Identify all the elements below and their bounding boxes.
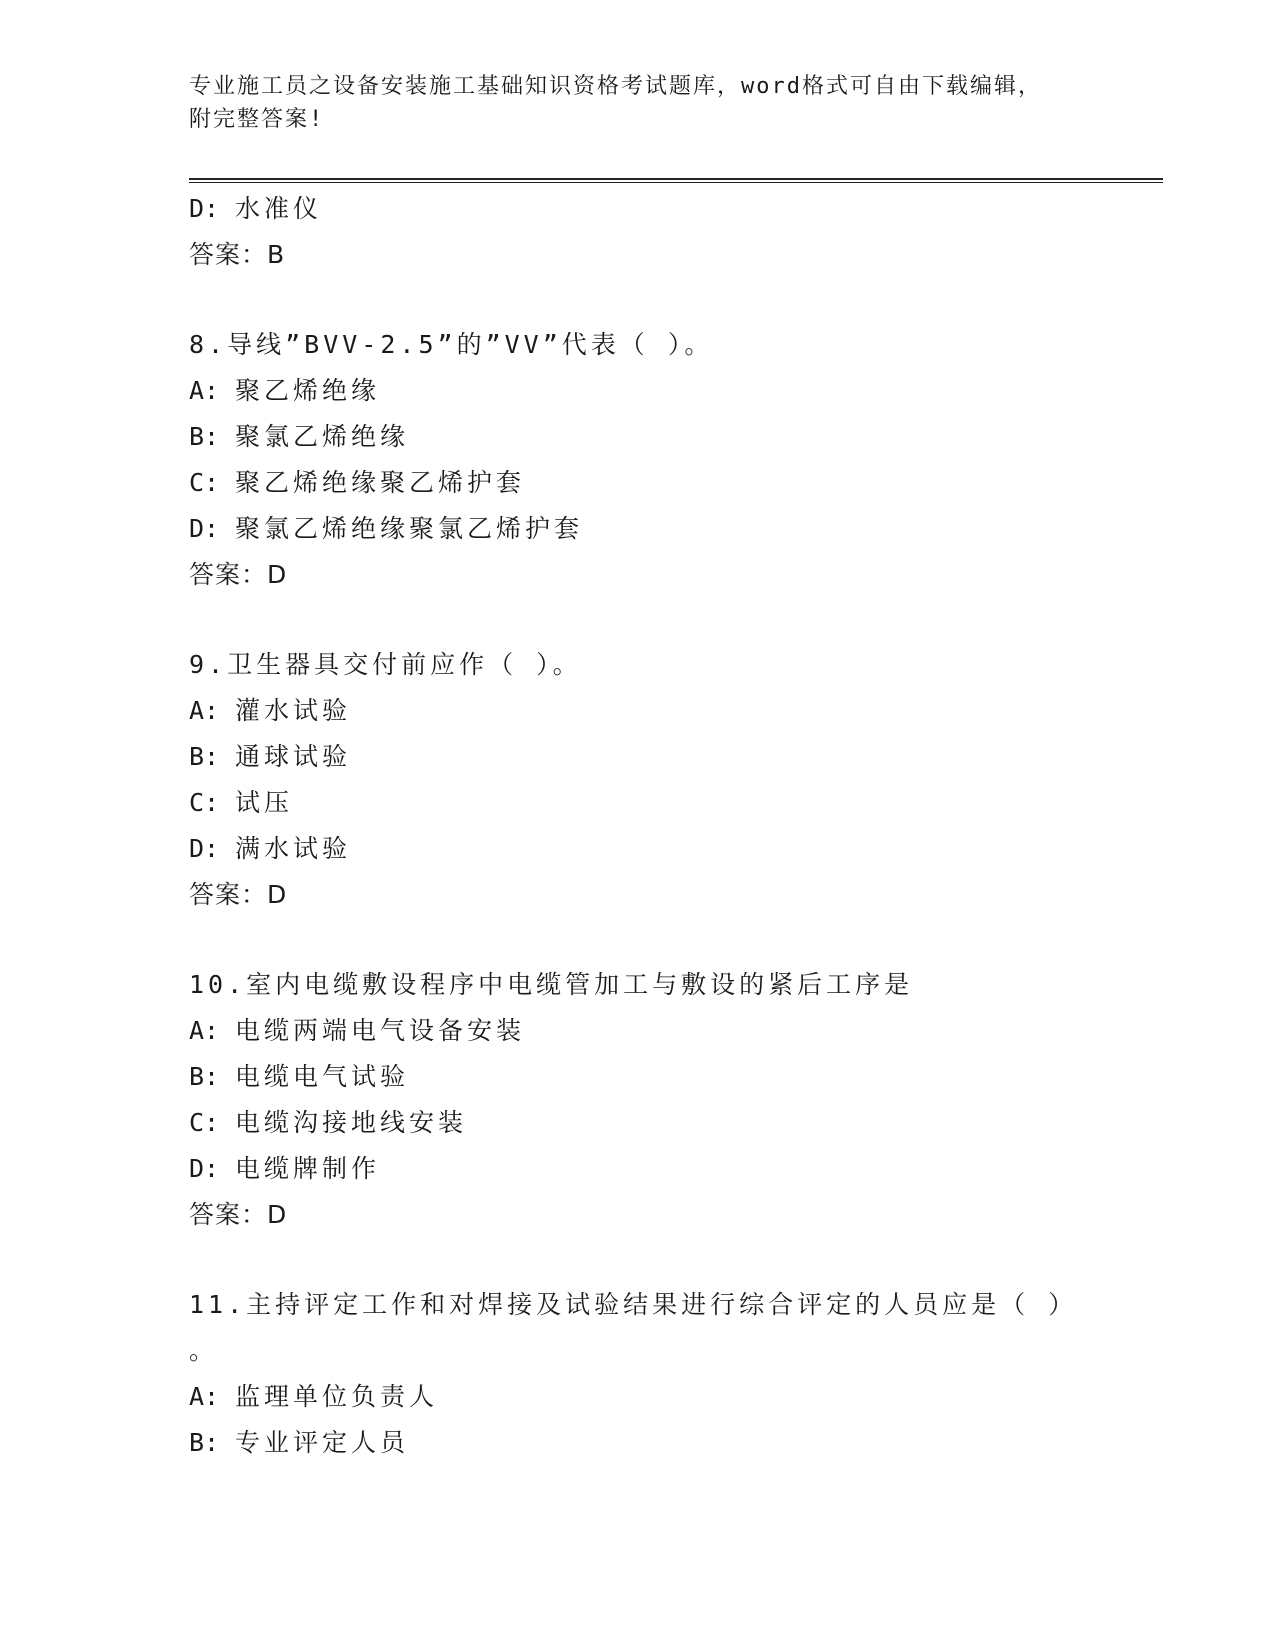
option-a	[189, 1374, 1089, 1420]
option-letter: D:	[189, 194, 220, 223]
option-text: 试压	[235, 788, 294, 817]
question-stem: 10.室内电缆敷设程序中电缆管加工与敷设的紧后工序是	[189, 970, 914, 999]
option-text: 通球试验	[235, 742, 352, 771]
option-b	[189, 1420, 1089, 1466]
option-text: 聚乙烯绝缘	[235, 376, 381, 405]
option-letter: B:	[189, 422, 220, 451]
option-text: 监理单位负责人	[235, 1382, 439, 1411]
option-letter: C:	[189, 468, 220, 497]
option-letter: B:	[189, 1062, 220, 1091]
header-line-1: 专业施工员之设备安装施工基础知识资格考试题库，word格式可自由下载编辑，	[189, 74, 1042, 99]
option-text: 灌水试验	[235, 696, 352, 725]
option-text: 电缆两端电气设备安装	[235, 1016, 526, 1045]
option-text: 水准仪	[235, 194, 323, 223]
option-letter: A:	[189, 376, 220, 405]
header-divider	[189, 178, 1163, 183]
option-letter: D:	[189, 834, 220, 863]
answer: 答案：D	[189, 1200, 288, 1229]
option-d	[189, 186, 1089, 232]
option-text: 电缆电气试验	[235, 1062, 410, 1091]
option-text: 聚氯乙烯绝缘聚氯乙烯护套	[235, 514, 584, 543]
answer: 答案：B	[189, 240, 286, 269]
option-letter: D:	[189, 1154, 220, 1183]
option-letter: C:	[189, 1108, 220, 1137]
option-d	[189, 826, 1089, 872]
header-line-2: 附完整答案!	[189, 107, 325, 132]
option-b	[189, 1054, 1089, 1100]
option-text: 聚氯乙烯绝缘	[235, 422, 410, 451]
option-b	[189, 734, 1089, 780]
option-letter: A:	[189, 1382, 220, 1411]
option-text: 电缆沟接地线安装	[235, 1108, 468, 1137]
option-letter: C:	[189, 788, 220, 817]
option-a	[189, 1008, 1089, 1054]
option-a	[189, 368, 1089, 414]
option-a	[189, 688, 1089, 734]
option-d	[189, 506, 1089, 552]
page-header	[189, 70, 1089, 136]
option-text: 聚乙烯绝缘聚乙烯护套	[235, 468, 526, 497]
answer: 答案：D	[189, 560, 288, 589]
option-c	[189, 780, 1089, 826]
option-d	[189, 1146, 1089, 1192]
option-letter: D:	[189, 514, 220, 543]
option-text: 专业评定人员	[235, 1428, 410, 1457]
option-letter: B:	[189, 1428, 220, 1457]
option-c	[189, 460, 1089, 506]
question-stem: 11.主持评定工作和对焊接及试验结果进行综合评定的人员应是（ ）	[189, 1290, 1078, 1319]
question-stem-continued: 。	[189, 1336, 219, 1365]
answer: 答案：D	[189, 880, 288, 909]
option-b	[189, 414, 1089, 460]
option-letter: A:	[189, 1016, 220, 1045]
option-c	[189, 1100, 1089, 1146]
question-list	[189, 186, 1089, 1466]
option-text: 满水试验	[235, 834, 352, 863]
option-text: 电缆牌制作	[235, 1154, 381, 1183]
question-stem: 8.导线”BVV-2.5”的”VV”代表（ ）。	[189, 330, 714, 359]
question-stem: 9.卫生器具交付前应作（ ）。	[189, 650, 582, 679]
option-letter: A:	[189, 696, 220, 725]
option-letter: B:	[189, 742, 220, 771]
